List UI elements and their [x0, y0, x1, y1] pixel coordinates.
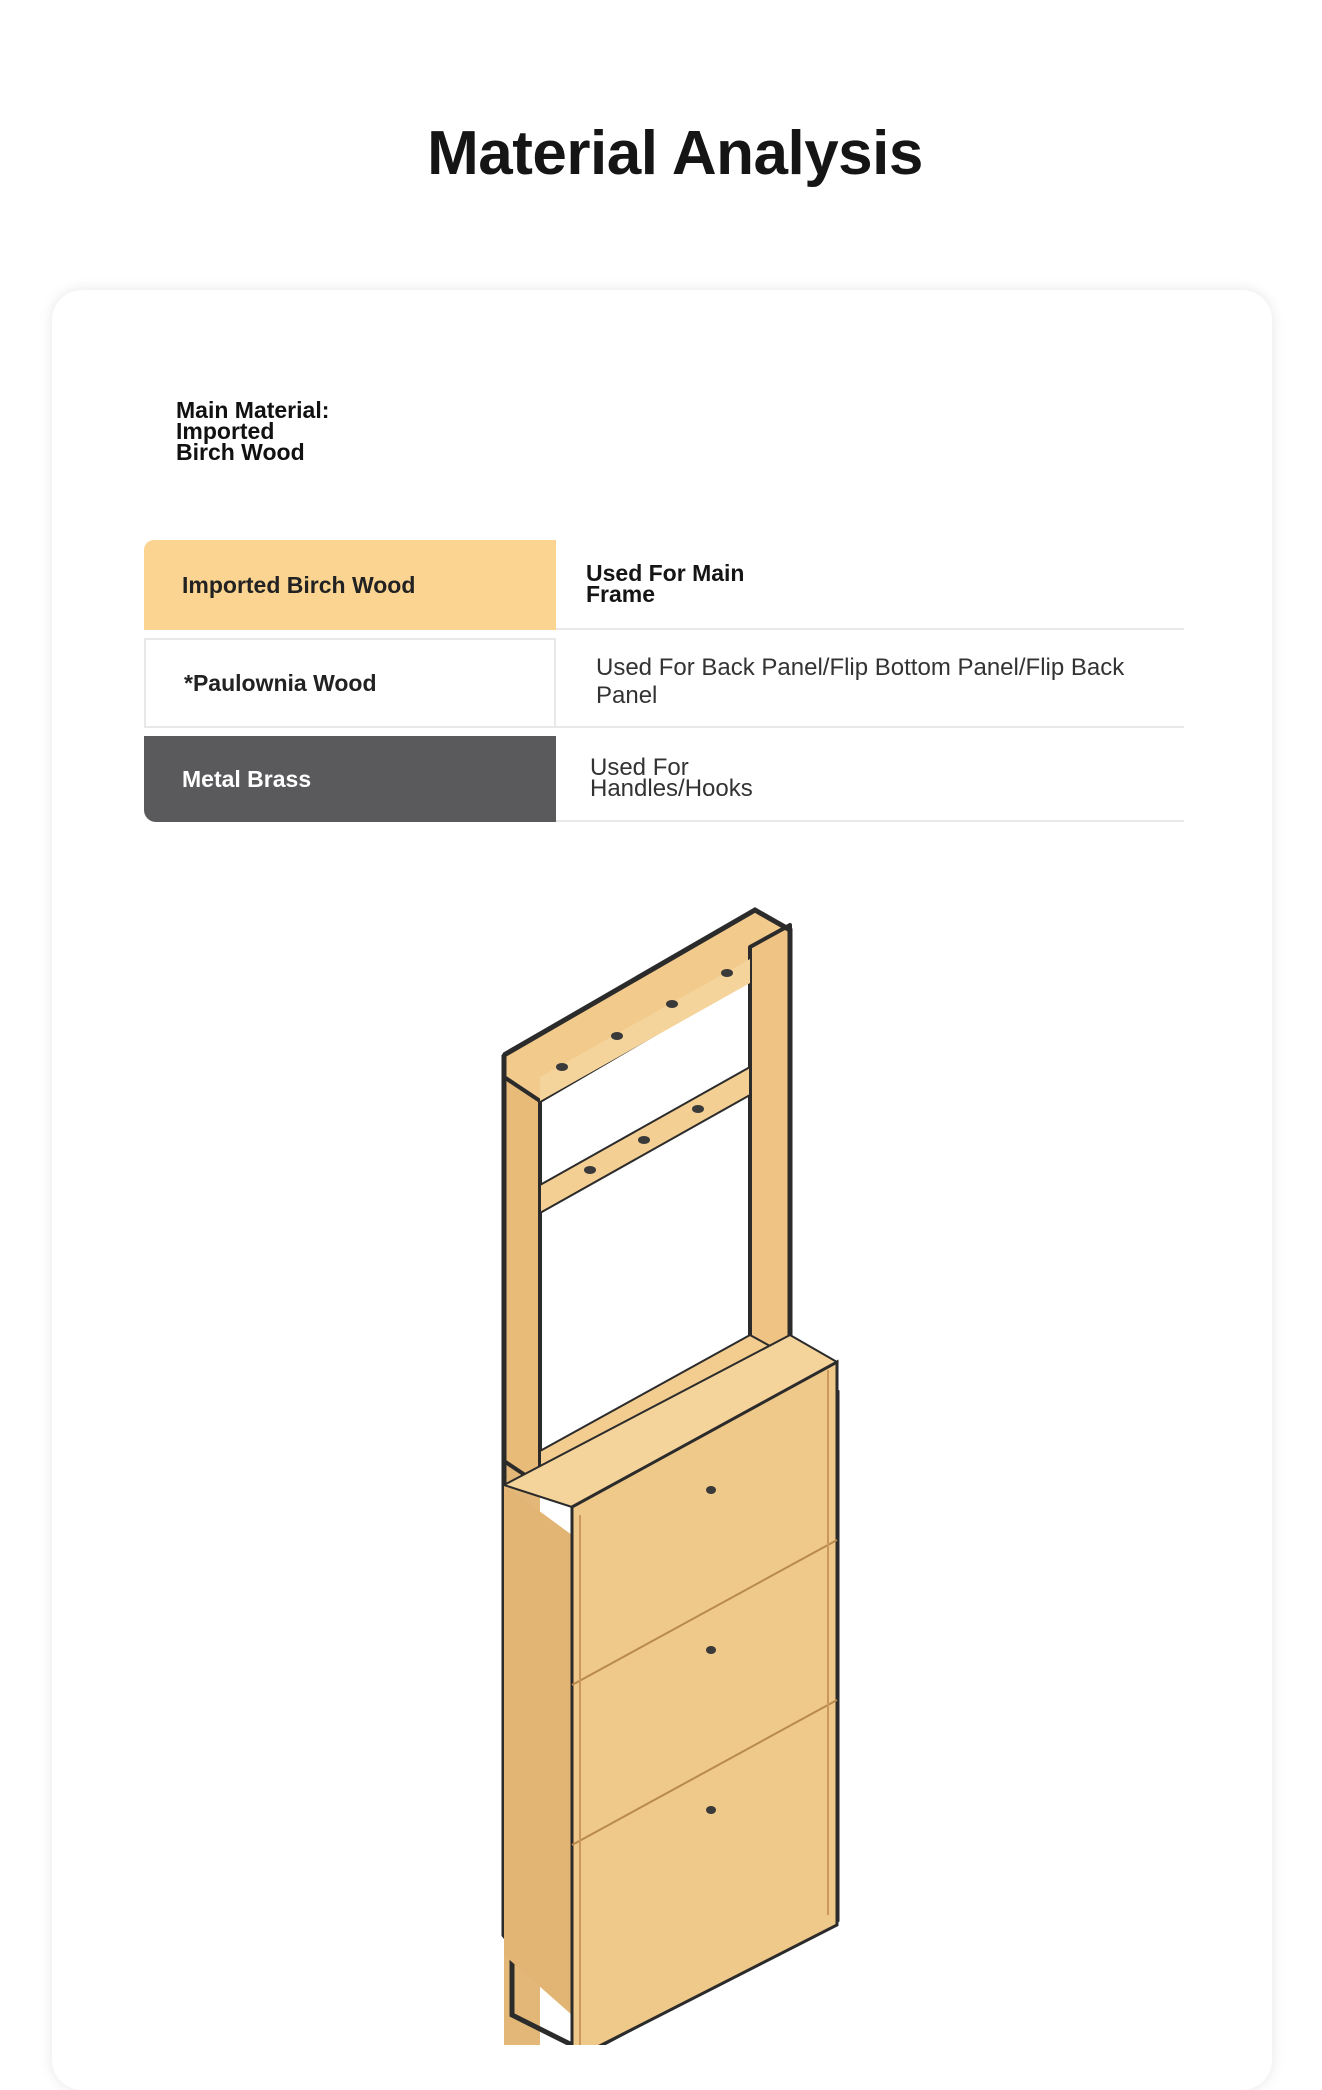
- material-name-brass: Metal Brass: [144, 736, 556, 822]
- material-row-birch: [144, 540, 1184, 630]
- wall-cabinet-illustration-icon: [460, 895, 880, 2045]
- material-use-brass-cell: [556, 736, 1184, 822]
- material-use-paulownia: Used For Back Panel/Flip Bottom Panel/Flip Back Panel: [556, 638, 1184, 728]
- page-title: Material Analysis: [427, 119, 923, 188]
- material-row-paulownia: [144, 638, 1184, 728]
- material-row-brass: [144, 736, 1184, 822]
- material-use-birch: Used For Main Frame: [586, 560, 745, 607]
- material-use-birch-cell: [556, 540, 1184, 630]
- material-name-birch: Imported Birch Wood: [144, 540, 556, 630]
- material-name-paulownia: *Paulownia Wood: [144, 638, 556, 728]
- main-material-label: Main Material: Imported Birch Wood: [176, 397, 330, 465]
- material-use-brass: Used For Handles/Hooks: [590, 754, 753, 802]
- material-table: [144, 540, 1184, 822]
